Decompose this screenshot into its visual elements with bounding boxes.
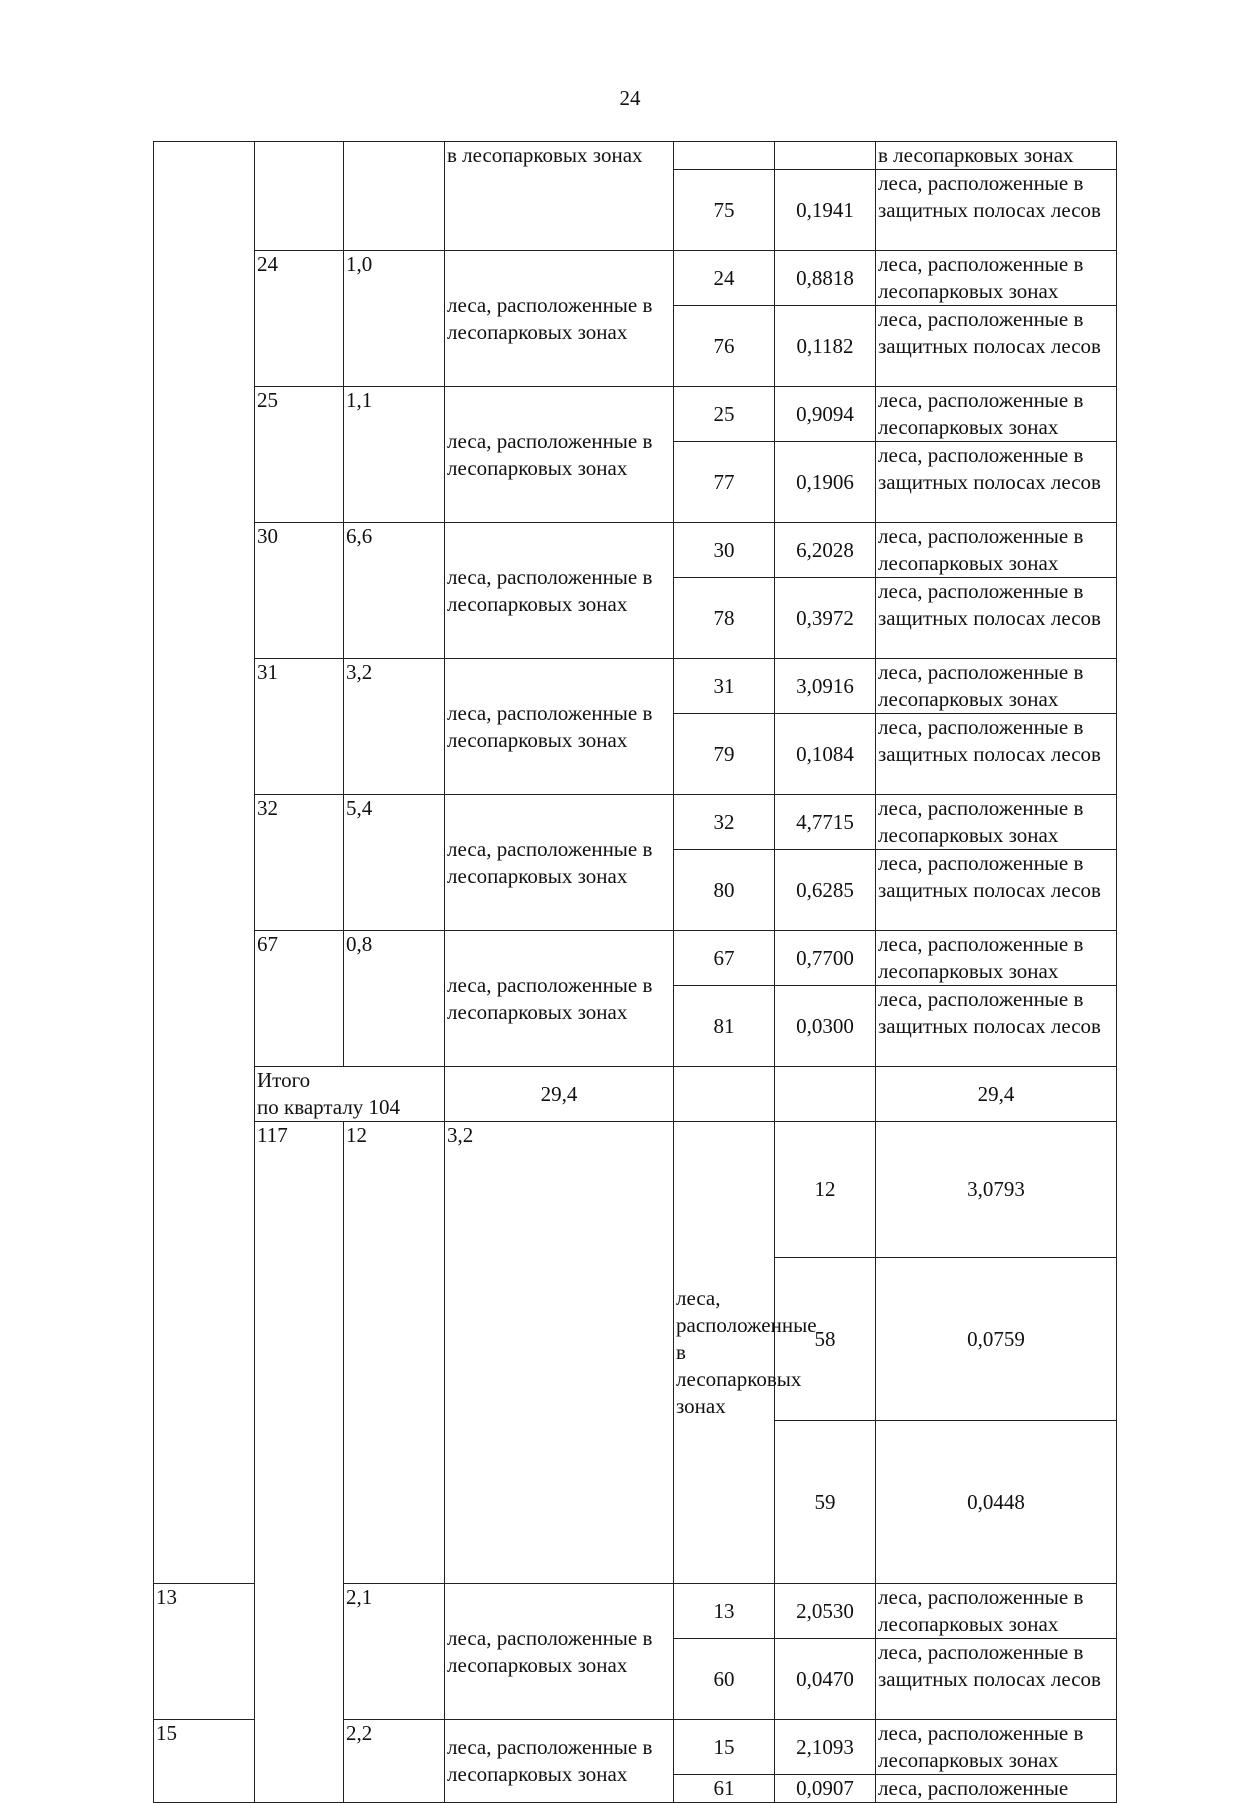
area-cell: 2,2 <box>344 1720 445 1803</box>
area-cell: 1,1 <box>344 387 445 523</box>
new-category-cell: леса, расположенные <box>876 1775 1117 1803</box>
new-area-cell: 0,0300 <box>775 986 876 1067</box>
table-row <box>154 387 1117 442</box>
new-plot-cell: 31 <box>674 659 775 714</box>
new-plot-cell: 78 <box>674 578 775 659</box>
new-area-cell: 6,2028 <box>775 523 876 578</box>
quarter-cell: 117 <box>255 1122 344 1803</box>
page-number: 24 <box>619 86 641 110</box>
category-cell: в лесопарковых зонах <box>445 142 674 251</box>
new-category-cell: леса, расположенные в лесопарковых зонах <box>876 1720 1117 1775</box>
new-category-cell: леса, расположенные в защитных полосах лесов <box>876 306 1117 387</box>
new-plot-cell: 30 <box>674 523 775 578</box>
table-row <box>154 1122 1117 1258</box>
category-cell: леса, расположенные в лесопарковых зонах <box>445 659 674 795</box>
new-plot-cell: 12 <box>775 1122 876 1258</box>
new-area-cell: 0,0470 <box>775 1639 876 1720</box>
new-category-cell: леса, расположенные в защитных полосах лесов <box>876 714 1117 795</box>
plot-cell <box>255 142 344 251</box>
plot-cell: 12 <box>344 1122 445 1584</box>
new-area-cell: 0,8818 <box>775 251 876 306</box>
total-area-cell: 29,4 <box>445 1067 674 1122</box>
plot-cell: 32 <box>255 795 344 931</box>
area-cell: 1,0 <box>344 251 445 387</box>
new-area-cell: 0,1941 <box>775 170 876 251</box>
total-new-plot-cell <box>775 1067 876 1122</box>
table-row <box>154 659 1117 714</box>
new-category-cell: леса, расположенные в лесопарковых зонах <box>876 931 1117 986</box>
category-cell: леса, расположенные в лесопарковых зонах <box>674 1122 775 1584</box>
new-plot-cell: 59 <box>775 1421 876 1584</box>
category-cell: леса, расположенные в лесопарковых зонах <box>445 931 674 1067</box>
category-cell: леса, расположенные в лесопарковых зонах <box>445 387 674 523</box>
new-category-cell: леса, расположенные в защитных полосах лесов <box>876 170 1117 251</box>
category-cell: леса, расположенные в лесопарковых зонах <box>445 523 674 659</box>
new-plot-cell: 13 <box>674 1584 775 1639</box>
new-area-cell: 3,0916 <box>775 659 876 714</box>
category-cell: леса, расположенные в лесопарковых зонах <box>445 795 674 931</box>
quarter-cell <box>154 142 255 1584</box>
table-row <box>154 251 1117 306</box>
new-area-cell: 2,1093 <box>775 1720 876 1775</box>
new-plot-cell: 60 <box>674 1639 775 1720</box>
total-label-cell <box>255 1067 445 1122</box>
new-category-cell: в лесопарковых зонах <box>876 142 1117 170</box>
total-row <box>154 1067 1117 1122</box>
new-plot-cell: 25 <box>674 387 775 442</box>
area-cell: 3,2 <box>344 659 445 795</box>
area-cell: 3,2 <box>445 1122 674 1584</box>
plot-cell: 13 <box>154 1584 255 1720</box>
new-area-cell: 3,0793 <box>876 1122 1117 1258</box>
new-plot-cell: 77 <box>674 442 775 523</box>
new-plot-cell: 80 <box>674 850 775 931</box>
new-category-cell: леса, расположенные в лесопарковых зонах <box>876 251 1117 306</box>
area-cell <box>344 142 445 251</box>
new-plot-cell: 67 <box>674 931 775 986</box>
new-category-cell: леса, расположенные в лесопарковых зонах <box>876 1584 1117 1639</box>
area-cell: 5,4 <box>344 795 445 931</box>
new-plot-cell: 75 <box>674 170 775 251</box>
new-plot-cell: 79 <box>674 714 775 795</box>
new-plot-cell: 58 <box>775 1258 876 1421</box>
plot-cell: 31 <box>255 659 344 795</box>
new-category-cell: леса, расположенные в защитных полосах лесов <box>876 578 1117 659</box>
plot-cell: 15 <box>154 1720 255 1803</box>
table-row <box>154 931 1117 986</box>
new-area-cell: 4,7715 <box>775 795 876 850</box>
new-area-cell <box>775 142 876 170</box>
new-area-cell: 0,1182 <box>775 306 876 387</box>
category-cell: леса, расположенные в лесопарковых зонах <box>445 1720 674 1803</box>
new-area-cell: 0,0759 <box>876 1258 1117 1421</box>
new-category-cell: леса, расположенные в защитных полосах лесов <box>876 442 1117 523</box>
new-area-cell: 0,1906 <box>775 442 876 523</box>
new-plot-cell: 32 <box>674 795 775 850</box>
new-category-cell: леса, расположенные в лесопарковых зонах <box>876 659 1117 714</box>
new-plot-cell: 81 <box>674 986 775 1067</box>
total-category-cell <box>674 1067 775 1122</box>
area-cell: 0,8 <box>344 931 445 1067</box>
new-area-cell: 0,0448 <box>876 1421 1117 1584</box>
new-area-cell: 0,9094 <box>775 387 876 442</box>
new-plot-cell <box>674 142 775 170</box>
new-plot-cell: 15 <box>674 1720 775 1775</box>
total-label-line1: Итого <box>257 1068 311 1092</box>
category-cell: леса, расположенные в лесопарковых зонах <box>445 251 674 387</box>
total-new-area-cell: 29,4 <box>876 1067 1117 1122</box>
new-area-cell: 2,0530 <box>775 1584 876 1639</box>
total-label-line2: по кварталу 104 <box>257 1095 401 1119</box>
table-row <box>154 795 1117 850</box>
new-category-cell: леса, расположенные в защитных полосах лесов <box>876 850 1117 931</box>
area-cell: 6,6 <box>344 523 445 659</box>
new-category-cell: леса, расположенные в лесопарковых зонах <box>876 523 1117 578</box>
new-category-cell: леса, расположенные в защитных полосах лесов <box>876 986 1117 1067</box>
allotment-table <box>153 141 1117 1803</box>
plot-cell: 30 <box>255 523 344 659</box>
new-area-cell: 0,1084 <box>775 714 876 795</box>
new-category-cell: леса, расположенные в лесопарковых зонах <box>876 387 1117 442</box>
new-plot-cell: 76 <box>674 306 775 387</box>
area-cell: 2,1 <box>344 1584 445 1720</box>
new-area-cell: 0,7700 <box>775 931 876 986</box>
plot-cell: 24 <box>255 251 344 387</box>
new-category-cell: леса, расположенные в лесопарковых зонах <box>876 795 1117 850</box>
new-category-cell: леса, расположенные в защитных полосах лесов <box>876 1639 1117 1720</box>
new-plot-cell: 61 <box>674 1775 775 1803</box>
new-plot-cell: 24 <box>674 251 775 306</box>
plot-cell: 25 <box>255 387 344 523</box>
new-area-cell: 0,6285 <box>775 850 876 931</box>
table-row <box>154 523 1117 578</box>
category-cell: леса, расположенные в лесопарковых зонах <box>445 1584 674 1720</box>
new-area-cell: 0,3972 <box>775 578 876 659</box>
plot-cell: 67 <box>255 931 344 1067</box>
new-area-cell: 0,0907 <box>775 1775 876 1803</box>
table-row <box>154 142 1117 170</box>
